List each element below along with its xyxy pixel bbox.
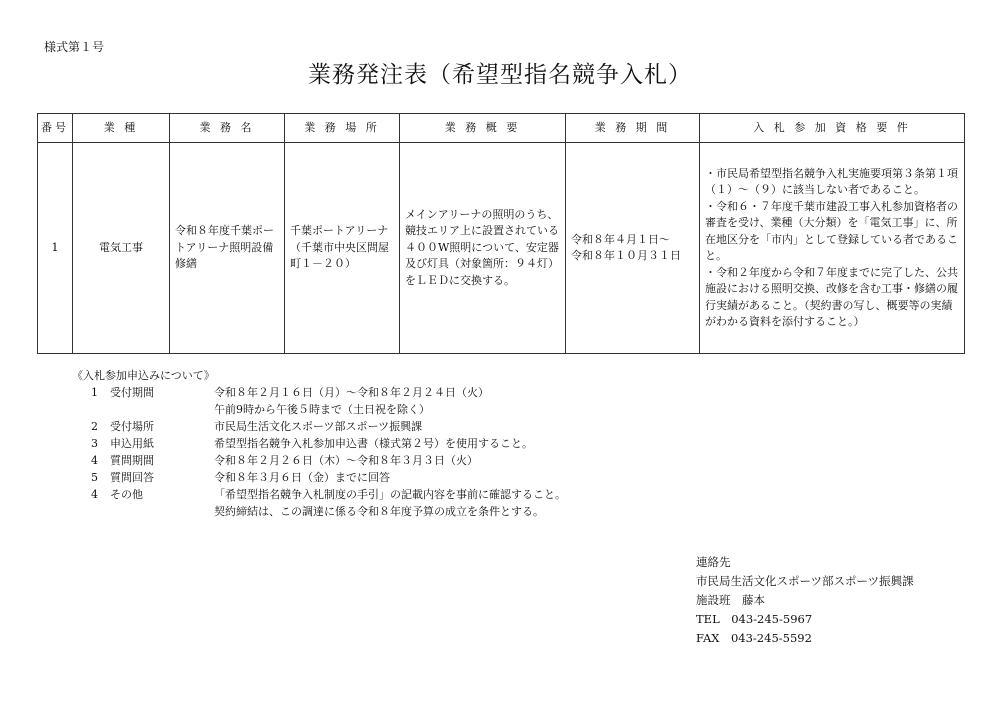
note-value: 令和８年３月６日（金）までに回答 — [214, 471, 390, 484]
requirement-item: ・市民局希望型指名競争入札実施要項第３条第１項（１）～（９）に該当しない者であること。 — [705, 166, 958, 196]
cell-requirements — [700, 143, 965, 354]
header-period: 業 務 期 間 — [566, 114, 700, 143]
note-number: 4 — [91, 454, 98, 467]
note-item — [72, 418, 566, 435]
note-number — [72, 503, 98, 520]
note-item — [72, 452, 566, 469]
notes-heading: 《入札参加申込みについて》 — [72, 369, 215, 382]
note-value: 市民局生活文化スポーツ部スポーツ振興課 — [214, 420, 423, 433]
note-value: 契約締結は、この調達に係る令和８年度予算の成立を条件とする。 — [214, 505, 544, 518]
order-table — [37, 113, 965, 354]
note-label: その他 — [110, 488, 143, 501]
note-label: 受付期間 — [110, 386, 154, 399]
note-label: 受付場所 — [110, 420, 154, 433]
note-label — [98, 401, 214, 418]
note-label: 質問回答 — [110, 471, 154, 484]
cell-period — [566, 143, 700, 354]
note-number: 1 — [91, 386, 98, 399]
note-item — [72, 503, 566, 520]
note-label: 申込用紙 — [110, 437, 154, 450]
note-number: 3 — [91, 437, 98, 450]
table-header-row — [38, 114, 965, 143]
cell-category: 電気工事 — [73, 143, 170, 354]
form-number: 様式第１号 — [44, 40, 105, 54]
cell-number: 1 — [38, 143, 73, 354]
contact-block — [696, 553, 914, 648]
cell-summary: メインアリーナの照明のうち、競技エリア上に設置されている４００W照明について、安定器及び灯具（対象箇所：９４灯）をＬＥＤに交換する。 — [400, 143, 566, 354]
period-end: 令和８年１０月３１日 — [571, 249, 681, 262]
contact-fax: FAX 043-245-5592 — [696, 631, 812, 645]
note-value: 「希望型指名競争入札制度の手引」の記載内容を事前に確認すること。 — [214, 488, 566, 501]
contact-person: 施設班 藤本 — [696, 593, 765, 607]
header-category: 業 種 — [73, 114, 170, 143]
note-number: 5 — [91, 471, 98, 484]
note-item — [72, 384, 566, 401]
note-number — [72, 401, 98, 418]
note-item — [72, 401, 566, 418]
contact-department: 市民局生活文化スポーツ部スポーツ振興課 — [696, 574, 914, 588]
note-item — [72, 469, 566, 486]
header-summary: 業 務 概 要 — [400, 114, 566, 143]
period-start: 令和８年４月１日～ — [571, 232, 670, 246]
note-item — [72, 486, 566, 503]
header-location: 業 務 場 所 — [285, 114, 400, 143]
note-value: 希望型指名競争入札参加申込書（様式第２号）を使用すること。 — [214, 437, 533, 450]
requirement-item: ・令和２年度から令和７年度までに完了した、公共施設における照明交換、改修を含む工事・修繕の履行実績があること。（契約書の写し、概要等の実績がわかる資料を添付すること。） — [705, 265, 958, 328]
header-name: 業 務 名 — [170, 114, 285, 143]
note-item — [72, 435, 566, 452]
cell-name: 令和８年度千葉ポートアリーナ照明設備修繕 — [170, 143, 285, 354]
cell-location: 千葉ポートアリーナ（千葉市中央区問屋町１－２０） — [285, 143, 400, 354]
application-notes — [72, 367, 566, 520]
header-requirements: 入 札 参 加 資 格 要 件 — [700, 114, 965, 143]
table-row — [38, 143, 965, 354]
note-value: 令和８年２月１６日（月）～令和８年２月２４日（火） — [214, 386, 489, 399]
note-value: 令和８年２月２６日（木）～令和８年３月３日（火） — [214, 454, 478, 467]
header-number: 番号 — [38, 114, 73, 143]
note-label: 質問期間 — [110, 454, 154, 467]
requirement-item: ・令和６・７年度千葉市建設工事入札参加資格者の審査を受け、業種（大分類）を「電気工事」に、所在地区分を「市内」として登録している者であること。 — [705, 199, 958, 262]
note-value: 午前9時から午後５時まで（土日祝を除く） — [214, 403, 430, 416]
contact-heading: 連絡先 — [696, 555, 731, 569]
note-label — [98, 503, 214, 520]
note-number: 2 — [91, 420, 98, 433]
note-number: 4 — [91, 488, 98, 501]
document-title: 業務発注表（希望型指名競争入札） — [308, 62, 692, 88]
contact-tel: TEL 043-245-5967 — [696, 612, 813, 626]
